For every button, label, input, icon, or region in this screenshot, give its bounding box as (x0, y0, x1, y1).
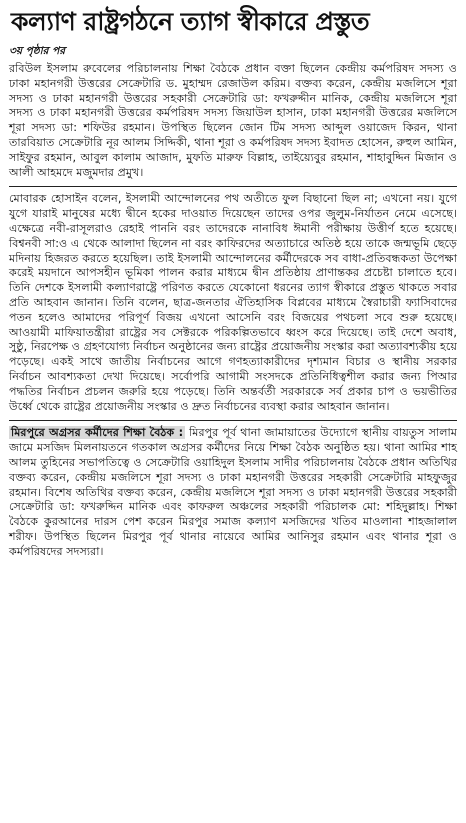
section-mirpur (9, 426, 457, 559)
section-subheading: মিরপুরে অগ্রসর কর্মীদের শিক্ষা বৈঠক : (11, 426, 184, 440)
continued-from-label: ৩য় পৃষ্ঠার পর (9, 45, 66, 57)
paragraph-2: মোবারক হোসাইন বলেন, ইসলামী আন্দোলনের পথ অতীতে ফুল বিছানো ছিল না; এখনো নয়। যুগে যুগে যারাই মানুষের মধ্যে দ্বীনে হকের দাওয়াত দিয়েছেন তাদের ওপর জুলুম-নির্যাতন নেমে এসেছে। এক্ষেত্রে নবী-রাসূলরাও রেহাই পাননি বরং তাদেরকে নানাবিধ ঈমানী পরীক্ষায় উত্তীর্ণ হতে হয়েছে। বিশ্বনবী সা:ও এ থেকে আলাদা ছিলেন না বরং কাফিরদের অত্যাচারে অতিষ্ঠ হয়ে তাকে জন্মভূমি ছেড়ে মদিনায় হিজরত করতে হয়েছিল। তাই ইসলামী আন্দোলনের কর্মীদেরকে সব বাধা-প্রতিবন্ধকতা উপেক্ষা করেই ময়দানে আপসহীন ভূমিকা পালন করার মাধ্যমে দ্বীন প্রতিষ্ঠায় প্রাণান্তকর প্রচেষ্টা চালাতে হবে। তিনি দেশকে ইসলামী কল্যাণরাষ্ট্রে পরিণত করতে যেকোনো ধরনের ত্যাগ স্বীকারে প্রস্তুত থাকতে সবার প্রতি আহবান জানান। তিনি বলেন, ছাত্র-জনতার ঐতিহাসিক বিপ্লবের মাধ্যমে স্বৈরাচারী ফ্যাসিবাদের পতন হলেও আমাদের পরিপূর্ণ বিজয় এখনো আসেনি বরং বিজয়ের পথচলা সবে শুরু হয়েছে। আওয়ামী মাফিয়াতন্ত্রীরা রাষ্ট্রের সব সেক্টরকে পরিকল্পিতভাবে ধ্বংস করে দিয়েছে। তাই দেশে অবাধ, সুষ্ঠু, নিরপেক্ষ ও গ্রহণযোগ্য নির্বাচন অনুষ্ঠানের জন্য রাষ্ট্রের প্রয়োজনীয় সংস্কার করা অত্যাবশ্যকীয় হয়ে পড়েছে। একই সাথে জাতীয় নির্বাচনের আগে গণহত্যাকারীদের দৃশ্যমান বিচার ও স্থানীয় সরকার নির্বাচন আবশ্যকতা দেখা দিয়েছে। সর্বোপরি আগামী সংসদকে প্রতিনিধিত্বশীল করার জন্য পিআর পদ্ধতির নির্বাচন প্রচলন জরুরি হয়ে পড়েছে। তিনি অন্তর্বর্তী সরকারকে সর্ব প্রকার চাপ ও ভয়ভীতির উর্ধ্বে থেকে রাষ্ট্রের প্রয়োজনীয় সংস্কার ও দ্রুত নির্বাচনের ব্যবস্থা করার আহবান জানান। (9, 192, 457, 413)
paragraph-divider (9, 186, 457, 187)
paragraph-1: রবিউল ইসলাম রুবেলের পরিচালনায় শিক্ষা বৈঠকে প্রধান বক্তা ছিলেন কেন্দ্রীয় কর্মপরিষদ সদস্য ও ঢাকা মহানগরী উত্তরের সেক্রেটারি ড. মুহাম্মদ রেজাউল করিম। বক্তব্য করেন, কেন্দ্রীয় মজলিসে শূরা সদস্য ও ঢাকা মহানগরী উত্তরের সহকারী সেক্রেটারি ডা: ফখরুদ্দীন মানিক, কেন্দ্রীয় মজলিসে শূরা সদস্য ও ঢাকা মহানগরী উত্তরের কর্মপরিষদ সদস্য জিয়াউল হাসান, ঢাকা মহানগরী উত্তরের মজলিসে শূরা সদস্য ডা: শফিউর রহমান। উপস্থিত ছিলেন জোন টিম সদস্য আব্দুল ওয়াজেদ কিরন, থানা তারবিয়াত সেক্রেটারি নূর আলম সিদ্দিকী, থানা শূরা ও কর্মপরিষদ সদস্য ইবাদত হোসেন, রুহুল আমিন, সাইফুর রহমান, আবুল কালাম আজাদ, মুফতি মারুফ বিল্লাহ, তাইয়্যেবুর রহমান, শাহাবুদ্দিন মিজান ও আলী আহমদে মজুমদার প্রমুখ। (9, 62, 457, 179)
section-divider (9, 420, 457, 421)
article-headline: কল্যাণ রাষ্ট্রগঠনে ত্যাগ স্বীকারে প্রস্তুত (11, 7, 370, 36)
next-article-cut-headline (0, 811, 466, 823)
section-body: মিরপুর পূর্ব থানা জামায়াতের উদ্যোগে স্থানীয় বায়তুস সালাম জামে মসজিদ মিলনায়তনে গতকাল অগ্রসর কর্মীদের নিয়ে শিক্ষা বৈঠক অনুষ্ঠিত হয়। থানা আমির শাহ আলম তুহিনের সভাপতিত্বে ও সেক্রেটারি ওয়াহিদুল ইসলাম সাদীর পরিচালনায় বৈঠকে প্রধান অতিথির বক্তব্য করেন, কেন্দ্রীয় মজলিসে শূরা সদস্য ও ঢাকা মহানগরী উত্তরের সহকারী সেক্রেটারি মাহফুজুর রহমান। বিশেষ অতিথির বক্তব্য করেন, কেন্দ্রীয় মজলিসে শূরা সদস্য ও ঢাকা মহানগরী উত্তরের সহকারী সেক্রেটারি ডা: ফখরুদ্দিন মানিক এবং কাফরুল অঞ্চলের সহকারী পরিচালক মো: শহিদুল্লাহ। শিক্ষা বৈঠকে কুরআনের দারস পেশ করেন মিরপুর সমাজ কল্যাণ মসজিদের খতিব মাওলানা শাহজালাল শরীফ। উপস্থিত ছিলেন মিরপুর পূর্ব থানার নায়েবে আমির আনিসুর রহমান এবং থানার শূরা ও কর্মপরিষদের সদস্যরা। (9, 426, 457, 558)
